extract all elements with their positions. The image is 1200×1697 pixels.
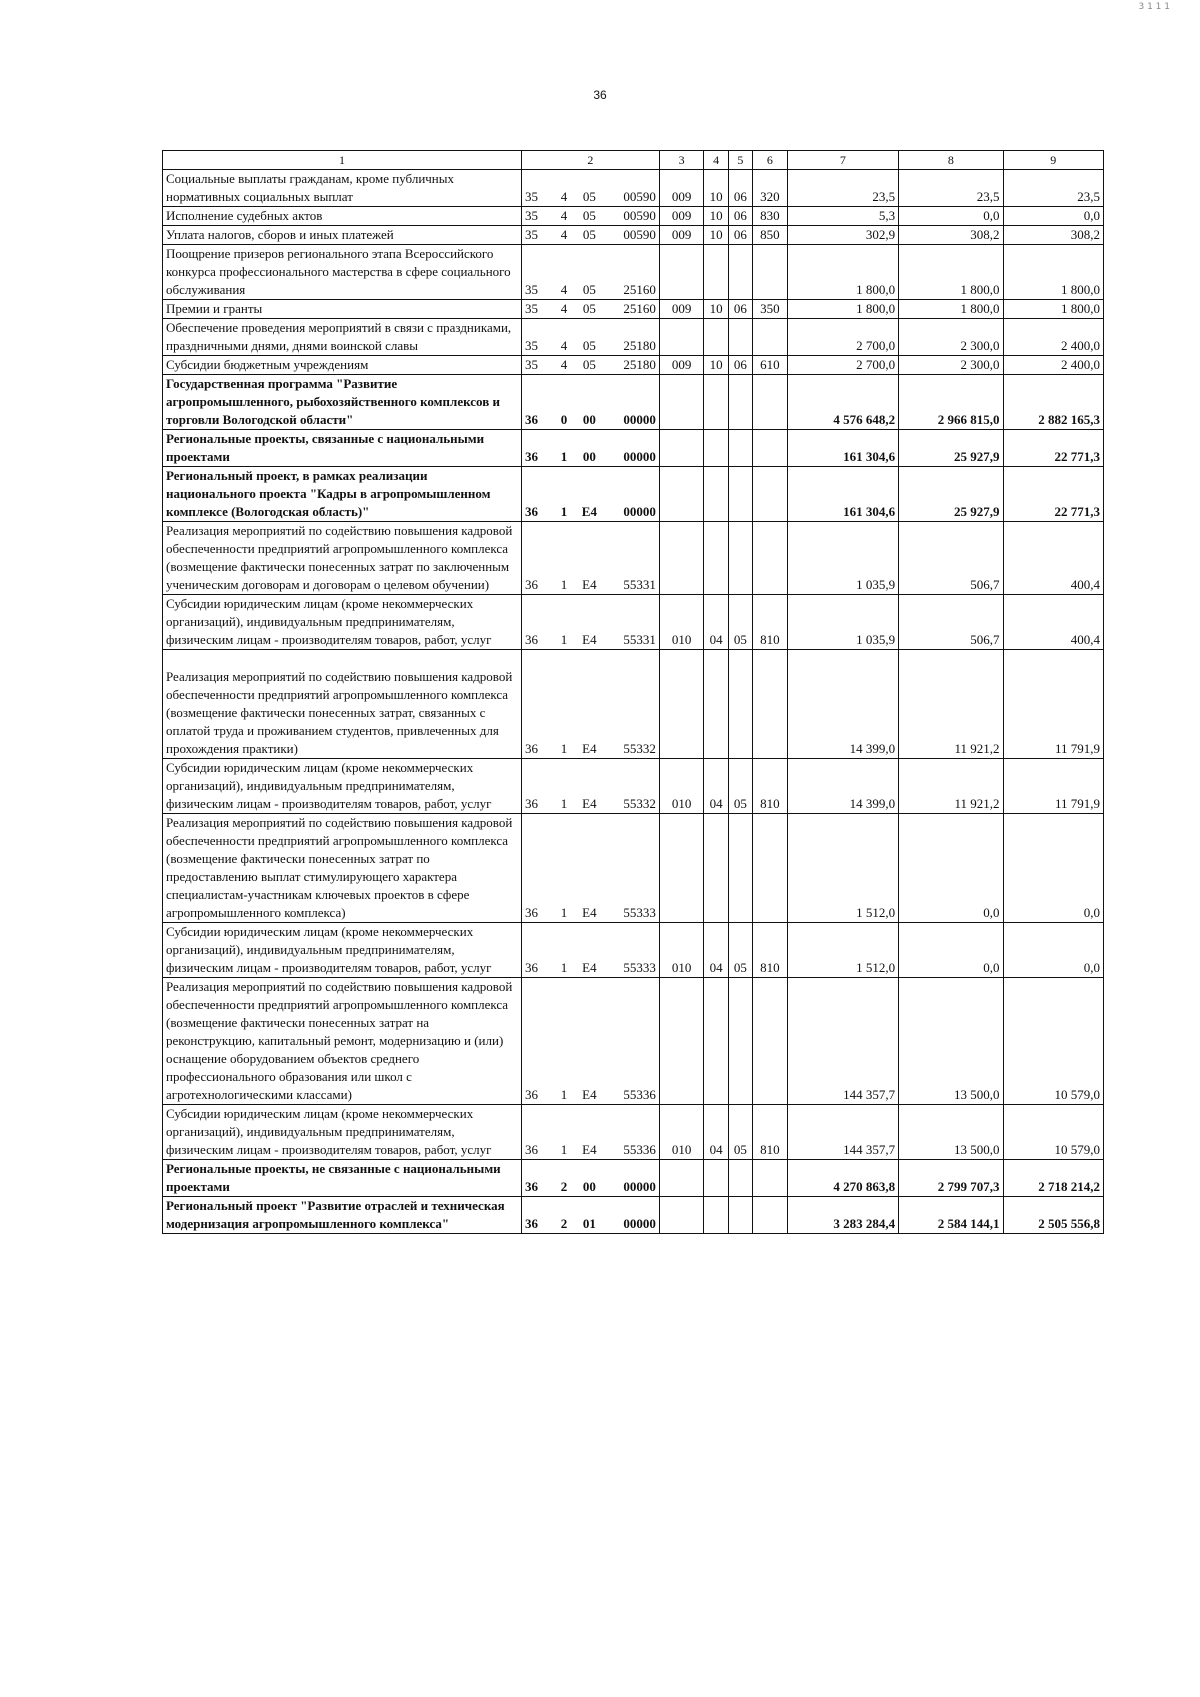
section-code: 10 [704, 356, 728, 375]
amount-year-1: 144 357,7 [787, 978, 899, 1105]
code-direction: 25180 [607, 319, 660, 356]
expense-type-code [753, 522, 787, 595]
amount-year-2: 308,2 [899, 226, 1003, 245]
row-name-text: Реализация мероприятий по содействию повышения кадровой обеспеченности предприятий агропромышленного комплекса (возмещение фактически понесенных затрат, связанных с оплатой труда и проживанием студентов, привлеченных для прохождения практики) [166, 669, 513, 756]
code-project: Е4 [572, 650, 606, 759]
budget-table [162, 150, 1104, 1234]
expense-type-code [753, 375, 787, 430]
code-project: 05 [572, 207, 606, 226]
row-name-text: Региональный проект, в рамках реализации национального проекта "Кадры в агропромышленном комплексе (Вологодская область)" [166, 468, 491, 519]
subsection-code [728, 1197, 752, 1234]
ministry-code [659, 467, 704, 522]
code-direction: 55332 [607, 650, 660, 759]
expense-type-code [753, 978, 787, 1105]
code-project: Е4 [572, 814, 606, 923]
table-row [163, 467, 1104, 522]
amount-year-1: 14 399,0 [787, 650, 899, 759]
amount-year-3: 22 771,3 [1003, 430, 1103, 467]
code-project: 05 [572, 319, 606, 356]
expense-type-code: 850 [753, 226, 787, 245]
section-code: 10 [704, 207, 728, 226]
code-direction: 25160 [607, 300, 660, 319]
header-cell-8: 8 [899, 151, 1003, 170]
code-subprogram: 0 [556, 375, 572, 430]
row-name [163, 595, 522, 650]
amount-year-3: 308,2 [1003, 226, 1103, 245]
code-subprogram: 1 [556, 759, 572, 814]
expense-type-code: 610 [753, 356, 787, 375]
amount-year-2: 2 584 144,1 [899, 1197, 1003, 1234]
expense-type-code [753, 1160, 787, 1197]
code-subprogram: 4 [556, 300, 572, 319]
code-program: 35 [521, 207, 555, 226]
amount-year-3: 1 800,0 [1003, 245, 1103, 300]
amount-year-2: 11 921,2 [899, 759, 1003, 814]
amount-year-1: 23,5 [787, 170, 899, 207]
ministry-code [659, 522, 704, 595]
row-name-text: Реализация мероприятий по содействию повышения кадровой обеспеченности предприятий агропромышленного комплекса (возмещение фактически понесенных затрат на реконструкцию, капитальный ремонт, модернизацию и (или) оснащение оборудованием объектов среднего профессионального образования или школ с агротехнологическими классами) [166, 979, 513, 1102]
code-direction: 55333 [607, 923, 660, 978]
row-name-text: Региональный проект "Развитие отраслей и техническая модернизация агропромышленного комплекса" [166, 1198, 505, 1231]
table-row [163, 375, 1104, 430]
table-row [163, 814, 1104, 923]
expense-type-code [753, 319, 787, 356]
row-name-text: Субсидии юридическим лицам (кроме некоммерческих организаций), индивидуальным предпринимателям, физическим лицам - производителям товаров, работ, услуг [166, 760, 492, 811]
amount-year-3: 400,4 [1003, 595, 1103, 650]
table-row [163, 300, 1104, 319]
code-subprogram: 1 [556, 467, 572, 522]
page-number: 36 [593, 88, 607, 102]
ministry-code [659, 650, 704, 759]
ministry-code [659, 319, 704, 356]
table-row [163, 226, 1104, 245]
code-project: 05 [572, 300, 606, 319]
subsection-code: 05 [728, 759, 752, 814]
row-name [163, 1197, 522, 1234]
code-project: 05 [572, 226, 606, 245]
row-name-text: Исполнение судебных актов [166, 208, 323, 223]
code-direction: 55333 [607, 814, 660, 923]
amount-year-2: 0,0 [899, 923, 1003, 978]
header-cell-5: 5 [728, 151, 752, 170]
code-project: Е4 [572, 595, 606, 650]
row-name-text: Премии и гранты [166, 301, 263, 316]
code-program: 36 [521, 978, 555, 1105]
amount-year-2: 13 500,0 [899, 978, 1003, 1105]
table-row [163, 923, 1104, 978]
row-name-text: Государственная программа "Развитие агропромышленного, рыбохозяйственного комплексов и торговли Вологодской области" [166, 376, 500, 427]
subsection-code [728, 650, 752, 759]
section-code [704, 1197, 728, 1234]
row-name [163, 300, 522, 319]
subsection-code [728, 319, 752, 356]
table-row [163, 1105, 1104, 1160]
subsection-code: 06 [728, 170, 752, 207]
code-direction: 55331 [607, 522, 660, 595]
subsection-code: 05 [728, 1105, 752, 1160]
ministry-code: 010 [659, 759, 704, 814]
code-program: 35 [521, 170, 555, 207]
expense-type-code: 320 [753, 170, 787, 207]
amount-year-3: 0,0 [1003, 814, 1103, 923]
code-program: 36 [521, 375, 555, 430]
amount-year-3: 11 791,9 [1003, 759, 1103, 814]
amount-year-3: 2 400,0 [1003, 356, 1103, 375]
row-name-text: Субсидии юридическим лицам (кроме некоммерческих организаций), индивидуальным предпринимателям, физическим лицам - производителям товаров, работ, услуг [166, 1106, 492, 1157]
header-cell-9: 9 [1003, 151, 1103, 170]
amount-year-2: 25 927,9 [899, 430, 1003, 467]
table-row [163, 207, 1104, 226]
code-project: 05 [572, 170, 606, 207]
amount-year-3: 11 791,9 [1003, 650, 1103, 759]
amount-year-1: 1 800,0 [787, 300, 899, 319]
row-name [163, 319, 522, 356]
table-row [163, 430, 1104, 467]
code-project: 01 [572, 1197, 606, 1234]
ministry-code: 010 [659, 923, 704, 978]
code-project: Е4 [572, 522, 606, 595]
code-program: 36 [521, 1160, 555, 1197]
section-code [704, 1160, 728, 1197]
row-name [163, 430, 522, 467]
row-spacer [166, 650, 518, 668]
code-program: 36 [521, 650, 555, 759]
row-name [163, 207, 522, 226]
table-row [163, 1197, 1104, 1234]
section-code [704, 467, 728, 522]
amount-year-3: 10 579,0 [1003, 978, 1103, 1105]
expense-type-code: 810 [753, 923, 787, 978]
code-program: 36 [521, 595, 555, 650]
ministry-code [659, 1160, 704, 1197]
amount-year-1: 144 357,7 [787, 1105, 899, 1160]
expense-type-code [753, 245, 787, 300]
amount-year-3: 22 771,3 [1003, 467, 1103, 522]
amount-year-3: 23,5 [1003, 170, 1103, 207]
header-cell-7: 7 [787, 151, 899, 170]
section-code [704, 522, 728, 595]
row-name-text: Реализация мероприятий по содействию повышения кадровой обеспеченности предприятий агропромышленного комплекса (возмещение фактически понесенных затрат по предоставлению выплат стимулирующего характера специалистам-участникам ключевых проектов в сфере агропромышленного комплекса) [166, 815, 513, 920]
code-project: 00 [572, 375, 606, 430]
section-code: 04 [704, 595, 728, 650]
subsection-code [728, 467, 752, 522]
amount-year-1: 14 399,0 [787, 759, 899, 814]
ministry-code [659, 814, 704, 923]
row-name [163, 245, 522, 300]
section-code [704, 375, 728, 430]
amount-year-3: 400,4 [1003, 522, 1103, 595]
code-project: 00 [572, 1160, 606, 1197]
section-code: 10 [704, 226, 728, 245]
row-name-text: Субсидии юридическим лицам (кроме некоммерческих организаций), индивидуальным предпринимателям, физическим лицам - производителям товаров, работ, услуг [166, 596, 492, 647]
ministry-code: 009 [659, 170, 704, 207]
subsection-code [728, 430, 752, 467]
expense-type-code [753, 1197, 787, 1234]
amount-year-2: 23,5 [899, 170, 1003, 207]
amount-year-1: 2 700,0 [787, 356, 899, 375]
row-name-text: Уплата налогов, сборов и иных платежей [166, 227, 394, 242]
code-program: 36 [521, 1197, 555, 1234]
section-code [704, 978, 728, 1105]
row-name-text: Поощрение призеров регионального этапа Всероссийского конкурса профессионального мастерства в сфере социального обслуживания [166, 246, 511, 297]
row-name [163, 923, 522, 978]
amount-year-2: 13 500,0 [899, 1105, 1003, 1160]
code-program: 36 [521, 759, 555, 814]
code-subprogram: 2 [556, 1160, 572, 1197]
header-cell-4: 4 [704, 151, 728, 170]
subsection-code [728, 522, 752, 595]
row-name [163, 226, 522, 245]
code-program: 36 [521, 522, 555, 595]
subsection-code [728, 814, 752, 923]
code-direction: 00000 [607, 1197, 660, 1234]
row-name-text: Субсидии бюджетным учреждениям [166, 357, 369, 372]
code-program: 36 [521, 814, 555, 923]
code-subprogram: 1 [556, 522, 572, 595]
ministry-code: 009 [659, 356, 704, 375]
code-subprogram: 1 [556, 1105, 572, 1160]
code-project: Е4 [572, 923, 606, 978]
code-project: Е4 [572, 467, 606, 522]
row-name [163, 522, 522, 595]
amount-year-3: 1 800,0 [1003, 300, 1103, 319]
code-program: 35 [521, 356, 555, 375]
subsection-code: 06 [728, 226, 752, 245]
header-cell-1: 1 [163, 151, 522, 170]
expense-type-code: 810 [753, 1105, 787, 1160]
ministry-code [659, 430, 704, 467]
subsection-code: 06 [728, 207, 752, 226]
code-subprogram: 4 [556, 170, 572, 207]
code-direction: 00000 [607, 375, 660, 430]
amount-year-1: 4 576 648,2 [787, 375, 899, 430]
ministry-code: 009 [659, 226, 704, 245]
code-subprogram: 4 [556, 207, 572, 226]
amount-year-1: 1 512,0 [787, 814, 899, 923]
code-direction: 00000 [607, 1160, 660, 1197]
section-code [704, 650, 728, 759]
amount-year-3: 2 882 165,3 [1003, 375, 1103, 430]
code-program: 36 [521, 467, 555, 522]
amount-year-1: 161 304,6 [787, 467, 899, 522]
row-name [163, 759, 522, 814]
corner-mark: 3 1 1 1 [1138, 2, 1170, 12]
code-project: 05 [572, 356, 606, 375]
code-direction: 00590 [607, 226, 660, 245]
table-row [163, 356, 1104, 375]
subsection-code [728, 375, 752, 430]
code-subprogram: 1 [556, 595, 572, 650]
row-name-text: Обеспечение проведения мероприятий в связи с праздниками, праздничными днями, днями воинской славы [166, 320, 512, 353]
code-subprogram: 4 [556, 319, 572, 356]
amount-year-3: 10 579,0 [1003, 1105, 1103, 1160]
expense-type-code [753, 430, 787, 467]
amount-year-1: 2 700,0 [787, 319, 899, 356]
amount-year-2: 1 800,0 [899, 300, 1003, 319]
code-subprogram: 4 [556, 226, 572, 245]
code-program: 35 [521, 319, 555, 356]
amount-year-1: 3 283 284,4 [787, 1197, 899, 1234]
row-name [163, 467, 522, 522]
amount-year-2: 2 799 707,3 [899, 1160, 1003, 1197]
table-row [163, 319, 1104, 356]
row-name [163, 1105, 522, 1160]
code-subprogram: 1 [556, 814, 572, 923]
code-project: 05 [572, 245, 606, 300]
row-name [163, 375, 522, 430]
code-subprogram: 1 [556, 430, 572, 467]
code-subprogram: 2 [556, 1197, 572, 1234]
amount-year-1: 1 512,0 [787, 923, 899, 978]
code-program: 36 [521, 923, 555, 978]
table-row [163, 170, 1104, 207]
code-direction: 00000 [607, 467, 660, 522]
code-project: 00 [572, 430, 606, 467]
amount-year-2: 0,0 [899, 207, 1003, 226]
table-row [163, 595, 1104, 650]
code-program: 36 [521, 1105, 555, 1160]
code-direction: 25160 [607, 245, 660, 300]
table-row [163, 650, 1104, 759]
expense-type-code: 810 [753, 759, 787, 814]
amount-year-1: 1 035,9 [787, 522, 899, 595]
amount-year-2: 11 921,2 [899, 650, 1003, 759]
row-name-text: Социальные выплаты гражданам, кроме публичных нормативных социальных выплат [166, 171, 454, 204]
code-subprogram: 1 [556, 978, 572, 1105]
subsection-code [728, 1160, 752, 1197]
subsection-code: 06 [728, 356, 752, 375]
code-direction: 25180 [607, 356, 660, 375]
amount-year-2: 25 927,9 [899, 467, 1003, 522]
code-program: 35 [521, 300, 555, 319]
subsection-code: 05 [728, 595, 752, 650]
ministry-code: 010 [659, 1105, 704, 1160]
amount-year-3: 0,0 [1003, 923, 1103, 978]
amount-year-1: 161 304,6 [787, 430, 899, 467]
table-row [163, 522, 1104, 595]
code-project: Е4 [572, 978, 606, 1105]
table-row [163, 978, 1104, 1105]
code-program: 36 [521, 430, 555, 467]
row-name [163, 650, 522, 759]
amount-year-2: 1 800,0 [899, 245, 1003, 300]
code-direction: 55336 [607, 978, 660, 1105]
code-program: 35 [521, 245, 555, 300]
expense-type-code [753, 650, 787, 759]
table-row [163, 245, 1104, 300]
code-project: Е4 [572, 1105, 606, 1160]
subsection-code [728, 978, 752, 1105]
row-name [163, 978, 522, 1105]
amount-year-2: 0,0 [899, 814, 1003, 923]
section-code: 10 [704, 300, 728, 319]
row-name-text: Региональные проекты, связанные с национальными проектами [166, 431, 485, 464]
code-direction: 00000 [607, 430, 660, 467]
table-row [163, 1160, 1104, 1197]
code-subprogram: 4 [556, 245, 572, 300]
header-cell-3: 3 [659, 151, 704, 170]
row-name-text: Региональные проекты, не связанные с национальными проектами [166, 1161, 501, 1194]
amount-year-2: 2 300,0 [899, 356, 1003, 375]
row-name-text: Субсидии юридическим лицам (кроме некоммерческих организаций), индивидуальным предпринимателям, физическим лицам - производителям товаров, работ, услуг [166, 924, 492, 975]
code-project: Е4 [572, 759, 606, 814]
section-code [704, 430, 728, 467]
code-subprogram: 1 [556, 923, 572, 978]
expense-type-code: 810 [753, 595, 787, 650]
subsection-code: 05 [728, 923, 752, 978]
code-subprogram: 1 [556, 650, 572, 759]
expense-type-code [753, 814, 787, 923]
amount-year-3: 2 505 556,8 [1003, 1197, 1103, 1234]
amount-year-3: 0,0 [1003, 207, 1103, 226]
subsection-code [728, 245, 752, 300]
amount-year-1: 1 800,0 [787, 245, 899, 300]
ministry-code: 009 [659, 207, 704, 226]
amount-year-1: 5,3 [787, 207, 899, 226]
expense-type-code: 350 [753, 300, 787, 319]
header-cell-6: 6 [753, 151, 787, 170]
section-code [704, 245, 728, 300]
amount-year-1: 1 035,9 [787, 595, 899, 650]
amount-year-3: 2 400,0 [1003, 319, 1103, 356]
expense-type-code [753, 467, 787, 522]
code-direction: 55336 [607, 1105, 660, 1160]
code-direction: 00590 [607, 170, 660, 207]
section-code: 10 [704, 170, 728, 207]
row-name [163, 170, 522, 207]
ministry-code [659, 1197, 704, 1234]
row-name [163, 1160, 522, 1197]
amount-year-2: 2 300,0 [899, 319, 1003, 356]
row-name [163, 814, 522, 923]
header-cell-2: 2 [521, 151, 659, 170]
section-code [704, 319, 728, 356]
expense-type-code: 830 [753, 207, 787, 226]
row-name-text: Реализация мероприятий по содействию повышения кадровой обеспеченности предприятий агропромышленного комплекса (возмещение фактически понесенных затрат по заключенным ученическим договорам и договорам о целевом обучении) [166, 523, 513, 592]
subsection-code: 06 [728, 300, 752, 319]
amount-year-1: 302,9 [787, 226, 899, 245]
row-name [163, 356, 522, 375]
header-row [163, 151, 1104, 170]
ministry-code [659, 375, 704, 430]
amount-year-3: 2 718 214,2 [1003, 1160, 1103, 1197]
section-code [704, 814, 728, 923]
amount-year-2: 506,7 [899, 595, 1003, 650]
amount-year-1: 4 270 863,8 [787, 1160, 899, 1197]
code-direction: 55332 [607, 759, 660, 814]
section-code: 04 [704, 759, 728, 814]
section-code: 04 [704, 1105, 728, 1160]
amount-year-2: 2 966 815,0 [899, 375, 1003, 430]
code-program: 35 [521, 226, 555, 245]
code-subprogram: 4 [556, 356, 572, 375]
amount-year-2: 506,7 [899, 522, 1003, 595]
table-row [163, 759, 1104, 814]
ministry-code [659, 978, 704, 1105]
code-direction: 00590 [607, 207, 660, 226]
ministry-code: 010 [659, 595, 704, 650]
ministry-code [659, 245, 704, 300]
section-code: 04 [704, 923, 728, 978]
code-direction: 55331 [607, 595, 660, 650]
ministry-code: 009 [659, 300, 704, 319]
